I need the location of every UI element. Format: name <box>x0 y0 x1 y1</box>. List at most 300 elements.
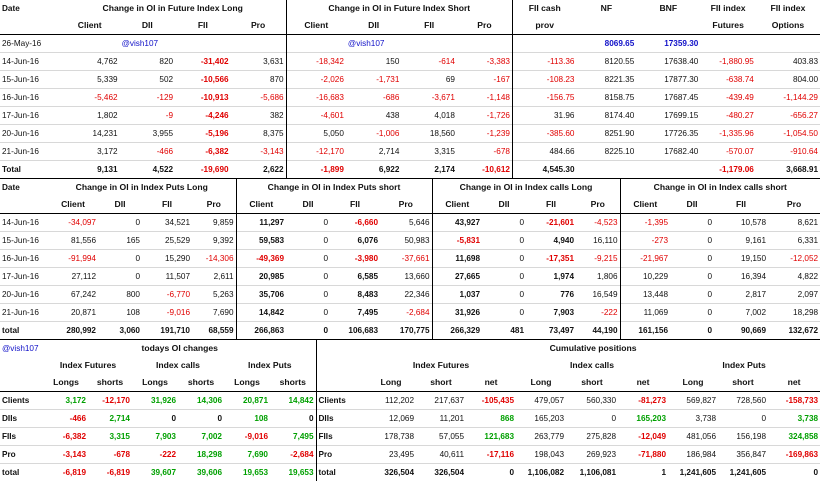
table-cell: -1,239 <box>457 125 513 143</box>
table-row <box>0 232 820 250</box>
total-cell: -6,819 <box>88 464 132 481</box>
table-cell: 20,871 <box>48 304 98 322</box>
table-cell: 0 <box>670 214 714 232</box>
total-cell: 1,241,605 <box>668 464 718 481</box>
table-cell: 8174.40 <box>577 107 637 125</box>
total-cell: -10,612 <box>457 161 513 179</box>
table-cell: 108 <box>98 304 142 322</box>
table-cell: 7,903 <box>132 428 178 446</box>
table-cell: -1,880.95 <box>700 53 756 71</box>
sub-header: FII <box>142 196 192 214</box>
total-cell <box>577 161 637 179</box>
table-cell: -12,052 <box>768 250 820 268</box>
table-cell: -2,684 <box>380 304 432 322</box>
sub-header: Pro <box>576 196 620 214</box>
table-cell: 150 <box>346 53 402 71</box>
table-cell: 17682.40 <box>636 143 700 161</box>
total-cell: 170,775 <box>380 322 432 340</box>
table-cell: -222 <box>576 304 620 322</box>
total-cell: 4,522 <box>120 161 176 179</box>
sub-header: DII <box>346 17 402 35</box>
table-cell: 31.96 <box>512 107 576 125</box>
table-cell: 0 <box>482 304 526 322</box>
date-cell: 15-Jun-16 <box>0 71 60 89</box>
group-header: Change in OI in Future Index Long <box>60 0 286 17</box>
table-cell: -466 <box>120 143 176 161</box>
row-label: Clients <box>0 392 44 410</box>
table-cell: 5,050 <box>286 125 346 143</box>
sub-header: shorts <box>88 374 132 392</box>
group-header: Index Puts <box>668 357 820 374</box>
table-cell: 112,202 <box>366 392 416 410</box>
watermark-tag: @vish107 <box>346 35 402 53</box>
sub-header: short <box>718 374 768 392</box>
table-row <box>0 428 820 446</box>
table-cell: 165,203 <box>618 410 668 428</box>
sub-header: FII <box>330 196 380 214</box>
table-cell: 9,392 <box>192 232 236 250</box>
total-cell: 19,653 <box>270 464 316 481</box>
total-label: total <box>0 464 44 481</box>
table-cell: 8221.35 <box>577 71 637 89</box>
table-cell: 7,495 <box>270 428 316 446</box>
date-header: Date <box>0 0 60 17</box>
group-header: Change in OI in Index Puts Long <box>48 179 236 197</box>
date-cell: 26-May-16 <box>0 35 60 53</box>
total-cell: 1,241,605 <box>718 464 768 481</box>
table-cell: 14,231 <box>60 125 120 143</box>
total-row <box>0 161 820 179</box>
table-cell: -466 <box>44 410 88 428</box>
table-cell: 19,150 <box>714 250 768 268</box>
table-cell: 18,560 <box>401 125 457 143</box>
sub-header: prov <box>512 17 576 35</box>
row-label: Pro <box>0 446 44 464</box>
table-cell: 31,926 <box>432 304 482 322</box>
table-cell: 0 <box>482 268 526 286</box>
table-cell: 165,203 <box>516 410 566 428</box>
table-cell: -6,382 <box>44 428 88 446</box>
date-cell: 14-Jun-16 <box>0 214 48 232</box>
date-header: Date <box>0 179 48 197</box>
sub-header: Client <box>48 196 98 214</box>
sub-header: shorts <box>270 374 316 392</box>
table-cell: 7,002 <box>714 304 768 322</box>
table-cell: 108 <box>224 410 270 428</box>
table-cell: 67,242 <box>48 286 98 304</box>
table-cell: 1,806 <box>576 268 620 286</box>
table-cell: -156.75 <box>512 89 576 107</box>
sub-header: Client <box>620 196 670 214</box>
total-cell: 280,992 <box>48 322 98 340</box>
table-cell: 0 <box>98 214 142 232</box>
date-cell: 21-Jun-16 <box>0 304 48 322</box>
total-cell: 326,504 <box>416 464 466 481</box>
total-cell: 39,606 <box>178 464 224 481</box>
table-cell: -614 <box>401 53 457 71</box>
table-cell: 12,069 <box>366 410 416 428</box>
table-row <box>0 71 820 89</box>
table-cell: -113.36 <box>512 53 576 71</box>
sub-header: short <box>416 374 466 392</box>
table-row <box>0 107 820 125</box>
table-cell: -81,273 <box>618 392 668 410</box>
total-cell: 106,683 <box>330 322 380 340</box>
table-cell: 81,556 <box>48 232 98 250</box>
table-cell: -1,395 <box>620 214 670 232</box>
table-cell: -5,462 <box>60 89 120 107</box>
row-label: FIIs <box>316 428 366 446</box>
table-cell: 4,940 <box>526 232 576 250</box>
total-cell: 1 <box>618 464 668 481</box>
table-cell: 27,665 <box>432 268 482 286</box>
table-row <box>0 143 820 161</box>
group-header: Change in OI in Index calls short <box>620 179 820 197</box>
row-label: Pro <box>316 446 366 464</box>
table-cell: 0 <box>286 286 330 304</box>
table-cell: 403.83 <box>756 53 820 71</box>
table-cell: 2,817 <box>714 286 768 304</box>
date-cell: 16-Jun-16 <box>0 89 60 107</box>
table-cell: 20,871 <box>224 392 270 410</box>
table-cell: 10,578 <box>714 214 768 232</box>
total-label: total <box>316 464 366 481</box>
sub-header: DII <box>98 196 142 214</box>
table-cell: -169,863 <box>768 446 820 464</box>
date-cell: 15-Jun-16 <box>0 232 48 250</box>
table-cell: -12,170 <box>88 392 132 410</box>
table-cell: -385.60 <box>512 125 576 143</box>
table-cell: 7,903 <box>526 304 576 322</box>
table-cell: 13,660 <box>380 268 432 286</box>
group-header: Index Futures <box>44 357 132 374</box>
table-cell: 0 <box>482 232 526 250</box>
table-cell: 3,172 <box>60 143 120 161</box>
sub-header: Options <box>756 17 820 35</box>
table-cell: 1,037 <box>432 286 482 304</box>
total-cell: -1,899 <box>286 161 346 179</box>
total-cell: 2,174 <box>401 161 457 179</box>
table-cell: 13,448 <box>620 286 670 304</box>
table-cell: -31,402 <box>175 53 231 71</box>
table-cell: -3,383 <box>457 53 513 71</box>
total-cell: 0 <box>286 322 330 340</box>
table-cell: 3,315 <box>401 143 457 161</box>
table-cell: -91,994 <box>48 250 98 268</box>
table-cell: -17,116 <box>466 446 516 464</box>
sub-header: FII <box>175 17 231 35</box>
bnf-base-value: 17359.30 <box>636 35 700 53</box>
table-cell: -129 <box>120 89 176 107</box>
group-header: Index calls <box>516 357 668 374</box>
table-cell: 481,056 <box>668 428 718 446</box>
table-cell: 438 <box>346 107 402 125</box>
table-cell: -37,661 <box>380 250 432 268</box>
table-cell: -10,913 <box>175 89 231 107</box>
table-row <box>0 392 820 410</box>
total-cell: 0 <box>768 464 820 481</box>
table-cell: -108.23 <box>512 71 576 89</box>
table-cell: -4,601 <box>286 107 346 125</box>
table-cell: 8251.90 <box>577 125 637 143</box>
table-cell: 3,955 <box>120 125 176 143</box>
table-cell: 0 <box>482 250 526 268</box>
table-cell: 18,298 <box>178 446 224 464</box>
fii-cash-header: FII cash <box>512 0 576 17</box>
table-cell: -1,731 <box>346 71 402 89</box>
sub-header: Client <box>432 196 482 214</box>
total-cell: 132,672 <box>768 322 820 340</box>
total-cell: 3,060 <box>98 322 142 340</box>
row-label: FIIs <box>0 428 44 446</box>
table-cell: 17699.15 <box>636 107 700 125</box>
sub-header: Client <box>286 17 346 35</box>
sub-header: Pro <box>192 196 236 214</box>
table-row <box>0 410 820 428</box>
total-cell: -19,690 <box>175 161 231 179</box>
table-cell: -1,726 <box>457 107 513 125</box>
table-cell: 5,339 <box>60 71 120 89</box>
table-row <box>0 446 820 464</box>
table-cell: -4,246 <box>175 107 231 125</box>
table-cell: 11,069 <box>620 304 670 322</box>
table-row <box>0 250 820 268</box>
table-cell: 4,762 <box>60 53 120 71</box>
table-cell: -9,215 <box>576 250 620 268</box>
sub-header: DII <box>286 196 330 214</box>
total-cell: 266,863 <box>236 322 286 340</box>
table-cell: 776 <box>526 286 576 304</box>
sub-header: Client <box>60 17 120 35</box>
table-cell: -3,143 <box>231 143 287 161</box>
total-cell: 9,131 <box>60 161 120 179</box>
table-cell: 0 <box>98 250 142 268</box>
group-header: Index Puts <box>224 357 316 374</box>
table-cell: -34,097 <box>48 214 98 232</box>
table-row <box>0 89 820 107</box>
table-cell: 0 <box>286 304 330 322</box>
table-cell: 14,842 <box>236 304 286 322</box>
table-cell: 275,828 <box>566 428 618 446</box>
table-cell: 57,055 <box>416 428 466 446</box>
table-cell: 3,631 <box>231 53 287 71</box>
table-cell: 2,714 <box>346 143 402 161</box>
total-cell: 2,622 <box>231 161 287 179</box>
table-cell: -105,435 <box>466 392 516 410</box>
table-cell: 3,738 <box>668 410 718 428</box>
table-cell: 8225.10 <box>577 143 637 161</box>
table-cell: -4,523 <box>576 214 620 232</box>
table-cell: 0 <box>670 304 714 322</box>
table-cell: -480.27 <box>700 107 756 125</box>
date-cell: 21-Jun-16 <box>0 143 60 161</box>
table-cell: 9,161 <box>714 232 768 250</box>
future-index-table <box>0 0 820 178</box>
table-cell: 8120.55 <box>577 53 637 71</box>
table-cell: 17726.35 <box>636 125 700 143</box>
table-cell: 27,112 <box>48 268 98 286</box>
table-cell: 165 <box>98 232 142 250</box>
table-cell: 0 <box>98 268 142 286</box>
table-cell: 0 <box>718 410 768 428</box>
sub-header: Long <box>516 374 566 392</box>
table-cell: 7,690 <box>224 446 270 464</box>
table-cell: 0 <box>670 268 714 286</box>
total-cell: 3,668.91 <box>756 161 820 179</box>
table-cell: -6,660 <box>330 214 380 232</box>
table-cell: 121,683 <box>466 428 516 446</box>
table-cell: -5,686 <box>231 89 287 107</box>
table-cell: 0 <box>286 214 330 232</box>
table-cell: 0 <box>132 410 178 428</box>
table-cell: 4,018 <box>401 107 457 125</box>
table-cell: 7,690 <box>192 304 236 322</box>
options-table <box>0 178 820 339</box>
table-cell: 356,847 <box>718 446 768 464</box>
table-cell: 9,859 <box>192 214 236 232</box>
table-cell: -14,306 <box>192 250 236 268</box>
total-cell: 0 <box>670 322 714 340</box>
group-header: Index calls <box>132 357 224 374</box>
total-cell: 6,922 <box>346 161 402 179</box>
table-cell: 7,495 <box>330 304 380 322</box>
table-cell: -9,016 <box>224 428 270 446</box>
table-cell: 69 <box>401 71 457 89</box>
table-cell: 263,779 <box>516 428 566 446</box>
table-cell: 0 <box>482 214 526 232</box>
total-row <box>0 322 820 340</box>
sub-header: Pro <box>380 196 432 214</box>
table-cell: 6,585 <box>330 268 380 286</box>
table-cell: 728,560 <box>718 392 768 410</box>
table-cell: 11,698 <box>432 250 482 268</box>
table-cell: -21,967 <box>620 250 670 268</box>
table-cell: -3,671 <box>401 89 457 107</box>
bnf-header: BNF <box>636 0 700 17</box>
table-cell: 479,057 <box>516 392 566 410</box>
table-cell: -222 <box>132 446 178 464</box>
table-cell: 59,583 <box>236 232 286 250</box>
sub-header: Pro <box>457 17 513 35</box>
total-cell: 4,545.30 <box>512 161 576 179</box>
table-cell: 382 <box>231 107 287 125</box>
table-cell: -678 <box>88 446 132 464</box>
table-cell: 502 <box>120 71 176 89</box>
table-cell: -9,016 <box>142 304 192 322</box>
table-cell: 2,714 <box>88 410 132 428</box>
table-cell: 34,521 <box>142 214 192 232</box>
table-cell: 156,198 <box>718 428 768 446</box>
total-row <box>0 464 820 481</box>
table-cell: 569,827 <box>668 392 718 410</box>
table-cell: 50,983 <box>380 232 432 250</box>
table-cell: -3,980 <box>330 250 380 268</box>
total-cell: 1,106,082 <box>516 464 566 481</box>
table-row <box>0 214 820 232</box>
table-cell: -71,880 <box>618 446 668 464</box>
sub-header: shorts <box>178 374 224 392</box>
total-cell: -1,179.06 <box>700 161 756 179</box>
table-cell: 8,621 <box>768 214 820 232</box>
table-cell: -2,026 <box>286 71 346 89</box>
table-cell: 1,802 <box>60 107 120 125</box>
total-cell <box>636 161 700 179</box>
table-cell: 43,927 <box>432 214 482 232</box>
table-cell: -273 <box>620 232 670 250</box>
sub-header: Longs <box>224 374 270 392</box>
table-cell: 5,263 <box>192 286 236 304</box>
total-cell: 266,329 <box>432 322 482 340</box>
table-cell: -570.07 <box>700 143 756 161</box>
table-cell: 10,229 <box>620 268 670 286</box>
table-cell: -5,831 <box>432 232 482 250</box>
table-cell: 16,549 <box>576 286 620 304</box>
table-cell: 25,529 <box>142 232 192 250</box>
table-cell: 0 <box>482 286 526 304</box>
table-cell: -6,770 <box>142 286 192 304</box>
table-cell: 2,611 <box>192 268 236 286</box>
table-cell: -18,342 <box>286 53 346 71</box>
table-row <box>0 125 820 143</box>
table-cell: 17877.30 <box>636 71 700 89</box>
fii-futures-header: FII index <box>700 0 756 17</box>
table-cell: 3,172 <box>44 392 88 410</box>
table-cell: -16,683 <box>286 89 346 107</box>
sub-header: FII <box>714 196 768 214</box>
table-cell: 198,043 <box>516 446 566 464</box>
table-cell: -1,054.50 <box>756 125 820 143</box>
table-cell: 217,637 <box>416 392 466 410</box>
table-cell: 804.00 <box>756 71 820 89</box>
date-cell: 20-Jun-16 <box>0 125 60 143</box>
table-cell: -638.74 <box>700 71 756 89</box>
date-cell: 17-Jun-16 <box>0 268 48 286</box>
sub-header: Pro <box>768 196 820 214</box>
table-cell: 186,984 <box>668 446 718 464</box>
table-cell: 5,646 <box>380 214 432 232</box>
row-label: DIIs <box>0 410 44 428</box>
table-cell: 269,923 <box>566 446 618 464</box>
sub-header: Longs <box>44 374 88 392</box>
table-cell: 0 <box>670 232 714 250</box>
total-cell: -6,819 <box>44 464 88 481</box>
total-cell: 68,559 <box>192 322 236 340</box>
table-cell: 18,298 <box>768 304 820 322</box>
table-cell: 22,346 <box>380 286 432 304</box>
watermark-tag: @vish107 <box>120 35 176 53</box>
table-cell: -10,566 <box>175 71 231 89</box>
sub-header: short <box>566 374 618 392</box>
table-cell: 6,331 <box>768 232 820 250</box>
cumulative-title: Cumulative positions <box>366 340 820 358</box>
today-title: todays OI changes <box>44 340 316 358</box>
sub-header: DII <box>670 196 714 214</box>
nf-header: NF <box>577 0 637 17</box>
total-cell: 1,106,081 <box>566 464 618 481</box>
table-cell: 8,483 <box>330 286 380 304</box>
sub-header: net <box>618 374 668 392</box>
table-cell: 178,738 <box>366 428 416 446</box>
table-cell: 23,495 <box>366 446 416 464</box>
table-row <box>0 304 820 322</box>
sub-header: Long <box>668 374 718 392</box>
table-cell: 0 <box>286 250 330 268</box>
table-cell: 484.66 <box>512 143 576 161</box>
table-cell: 11,201 <box>416 410 466 428</box>
table-cell: 0 <box>670 286 714 304</box>
table-cell: 820 <box>120 53 176 71</box>
sub-header: Futures <box>700 17 756 35</box>
